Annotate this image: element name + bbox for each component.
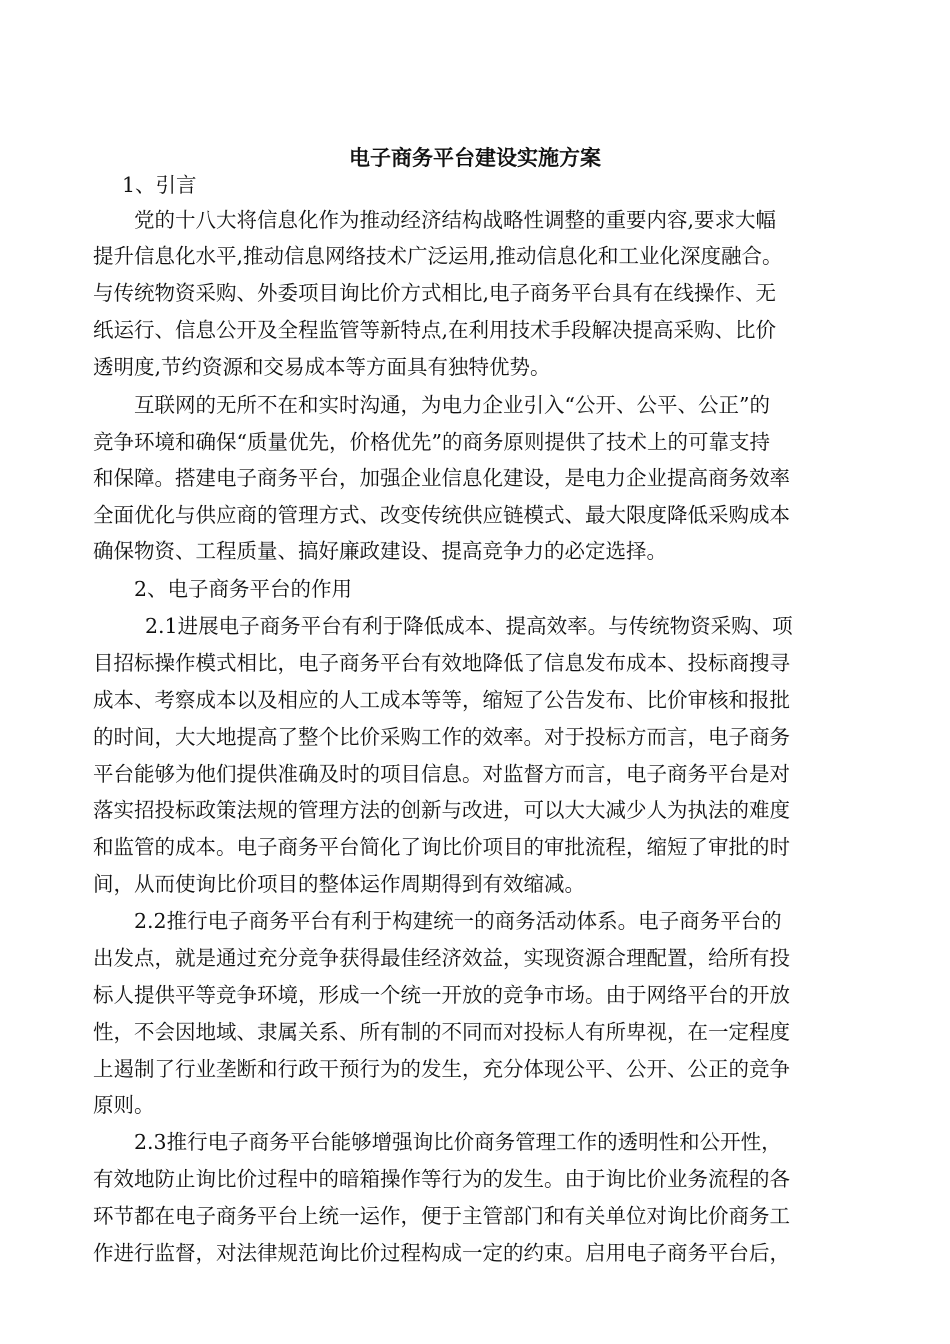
- document-title: 电子商务平台建设实施方案: [349, 145, 601, 170]
- paragraph-line: 竞争环境和确保“质量优先，价格优先”的商务原则提供了技术上的可靠支持: [93, 430, 770, 454]
- paragraph-line: 2.1进展电子商务平台有利于降低成本、提高效率。与传统物资采购、项: [145, 614, 793, 638]
- paragraph-line: 全面优化与供应商的管理方式、改变传统供应链模式、最大限度降低采购成本: [93, 503, 790, 527]
- paragraph-line: 成本、考察成本以及相应的人工成本等等，缩短了公告发布、比价审核和报批: [93, 688, 790, 712]
- paragraph-line: 与传统物资采购、外委项目询比价方式相比,电子商务平台具有在线操作、无: [93, 281, 777, 305]
- paragraph-line: 有效地防止询比价过程中的暗箱操作等行为的发生。由于询比价业务流程的各: [93, 1167, 790, 1191]
- paragraph-line: 目招标操作模式相比，电子商务平台有效地降低了信息发布成本、投标商搜寻: [93, 651, 790, 675]
- paragraph-line: 标人提供平等竞争环境，形成一个统一开放的竞争市场。由于网络平台的开放: [93, 983, 790, 1007]
- paragraph-line: 提升信息化水平,推动信息网络技术广泛运用,推动信息化和工业化深度融合。: [93, 244, 783, 268]
- paragraph-line: 性，不会因地域、隶属关系、所有制的不同而对投标人有所卑视，在一定程度: [93, 1020, 790, 1044]
- paragraph-line: 间，从而使询比价项目的整体运作周期得到有效缩减。: [93, 872, 585, 896]
- paragraph-line: 平台能够为他们提供准确及时的项目信息。对监督方而言，电子商务平台是对: [93, 762, 790, 786]
- paragraph-line: 和监管的成本。电子商务平台简化了询比价项目的审批流程，缩短了审批的时: [93, 835, 790, 859]
- paragraph-line: 原则。: [93, 1093, 155, 1117]
- paragraph-line: 党的十八大将信息化作为推动经济结构战略性调整的重要内容,要求大幅: [134, 208, 777, 232]
- paragraph-line: 出发点，就是通过充分竞争获得最佳经济效益，实现资源合理配置，给所有投: [93, 946, 790, 970]
- section-heading-intro: 1、引言: [122, 173, 197, 197]
- paragraph-line: 2.2推行电子商务平台有利于构建统一的商务活动体系。电子商务平台的: [134, 909, 782, 933]
- paragraph-line: 上遏制了行业垄断和行政干预行为的发生，充分体现公平、公开、公正的竞争: [93, 1057, 790, 1081]
- paragraph-line: 互联网的无所不在和实时沟通，为电力企业引入“公开、公平、公正”的: [134, 393, 770, 417]
- paragraph-line: 2.3推行电子商务平台能够增强询比价商务管理工作的透明性和公开性，: [134, 1130, 782, 1154]
- paragraph-line: 的时间，大大地提高了整个比价采购工作的效率。对于投标方而言，电子商务: [93, 725, 790, 749]
- paragraph-line: 落实招投标政策法规的管理方法的创新与改进，可以大大减少人为执法的难度: [93, 798, 790, 822]
- paragraph-line: 透明度,节约资源和交易成本等方面具有独特优势。: [93, 355, 551, 379]
- paragraph-line: 和保障。搭建电子商务平台，加强企业信息化建设，是电力企业提高商务效率: [93, 466, 790, 490]
- paragraph-line: 作进行监督，对法律规范询比价过程构成一定的约束。启用电子商务平台后，: [93, 1241, 790, 1265]
- paragraph-line: 确保物资、工程质量、搞好廉政建设、提高竞争力的必定选择。: [93, 539, 667, 563]
- paragraph-line: 环节都在电子商务平台上统一运作，便于主管部门和有关单位对询比价商务工: [93, 1204, 790, 1228]
- section-heading-role: 2、电子商务平台的作用: [134, 577, 353, 601]
- paragraph-line: 纸运行、信息公开及全程监管等新特点,在利用技术手段解决提高采购、比价: [93, 318, 777, 342]
